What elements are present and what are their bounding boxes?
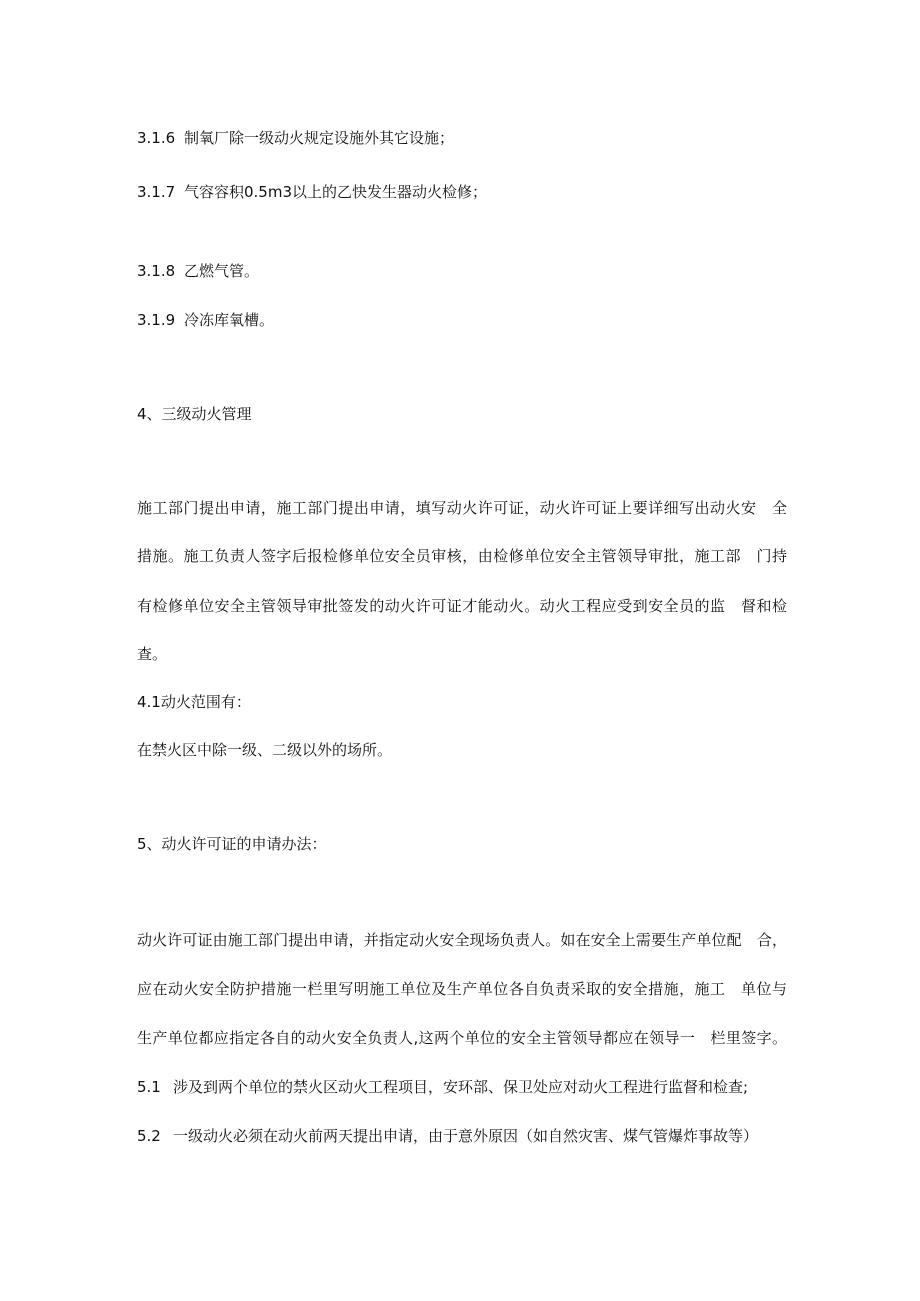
item-number: 5.2 — [137, 1127, 161, 1145]
item-number: 3.1.9 — [137, 311, 176, 329]
item-text: 涉及到两个单位的禁火区动火工程项目，安环部、保卫处应对动火工程进行监督和检查; — [173, 1078, 749, 1096]
section-4-paragraph-line: 有检修单位安全主管领导审批签发的动火许可证才能动火。动火工程应受到安全员的监 督和检 — [137, 597, 787, 615]
section-4-heading: 4、三级动火管理 — [137, 405, 252, 423]
section-4-paragraph-line: 施工部门提出申请，施工部门提出申请，填写动火许可证，动火许可证上要详细写出动火安 全 — [137, 499, 787, 517]
section-4-paragraph-line: 查。 — [137, 645, 168, 663]
item-number: 3.1.7 — [137, 183, 176, 201]
section-5-heading: 5、动火许可证的申请办法： — [137, 835, 327, 853]
item-text: 气容容积0.5m3以上的乙快发生器动火检修； — [184, 183, 488, 201]
item-3-1-9 — [137, 310, 274, 330]
item-5-1 — [137, 1077, 748, 1097]
item-text: 制氧厂除一级动火规定设施外其它设施； — [184, 129, 455, 147]
item-5-2 — [137, 1126, 758, 1146]
item-text: 冷冻库氧槽。 — [184, 311, 275, 329]
item-number: 5.1 — [137, 1078, 161, 1096]
section-4-1-heading: 4.1动火范围有： — [137, 693, 251, 711]
section-5-paragraph-line: 应在动火安全防护措施一栏里写明施工单位及生产单位各自负责采取的安全措施，施工 单位与 — [137, 980, 787, 998]
item-3-1-8 — [137, 261, 259, 281]
item-text: 一级动火必须在动火前两天提出申请，由于意外原因（如自然灾害、煤气管爆炸事故等） — [173, 1127, 759, 1145]
item-text: 乙燃气管。 — [184, 262, 260, 280]
item-3-1-7 — [137, 182, 487, 202]
item-number: 3.1.8 — [137, 262, 176, 280]
section-5-paragraph-line: 生产单位都应指定各自的动火安全负责人,这两个单位的安全主管领导都应在领导一 栏里签字。 — [137, 1029, 787, 1047]
item-3-1-6 — [137, 128, 454, 148]
item-number: 3.1.6 — [137, 129, 176, 147]
section-4-paragraph-line: 措施。施工负责人签字后报检修单位安全员审核，由检修单位安全主管领导审批，施工部 门持 — [137, 547, 787, 565]
section-4-1-text: 在禁火区中除一级、二级以外的场所。 — [137, 741, 393, 759]
section-5-paragraph-line: 动火许可证由施工部门提出申请，并指定动火安全现场负责人。如在安全上需要生产单位配 合， — [137, 931, 787, 949]
